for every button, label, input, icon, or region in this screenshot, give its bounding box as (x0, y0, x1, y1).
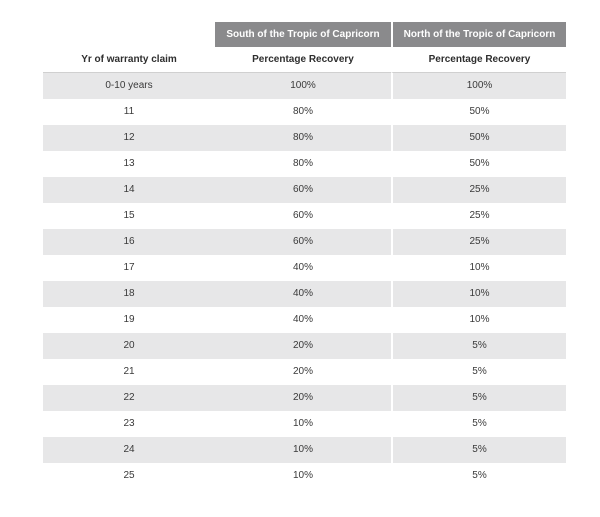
north-recovery-cell: 10% (391, 255, 566, 281)
south-recovery-cell: 80% (292, 106, 313, 117)
year-cell: 20 (43, 333, 215, 359)
south-region-header: South of the Tropic of Capricorn (215, 22, 391, 47)
south-recovery-cell: 40% (292, 314, 313, 325)
north-recovery-cell: 5% (391, 437, 566, 463)
table-row (43, 203, 566, 229)
north-recovery-cell: 5% (391, 463, 566, 489)
north-recovery-cell: 50% (391, 151, 566, 177)
year-cell: 21 (123, 366, 135, 377)
year-cell: 23 (123, 418, 135, 429)
year-cell: 25 (123, 470, 135, 481)
north-recovery-cell: 50% (391, 99, 566, 125)
year-cell: 18 (43, 281, 215, 307)
year-cell: 13 (123, 158, 135, 169)
north-region-header: North of the Tropic of Capricorn (391, 22, 566, 47)
north-recovery-cell: 50% (391, 125, 566, 151)
year-cell: 14 (43, 177, 215, 203)
south-recovery-column-header: Percentage Recovery (215, 47, 391, 73)
table-row (43, 99, 566, 125)
south-recovery-cell: 40% (215, 281, 391, 307)
year-column-header: Yr of warranty claim (43, 47, 215, 73)
year-cell: 0-10 years (43, 73, 215, 99)
year-cell: 11 (123, 106, 135, 117)
table-body (43, 73, 566, 489)
south-recovery-cell: 60% (215, 177, 391, 203)
year-cell: 15 (123, 210, 135, 221)
north-recovery-cell: 5% (391, 333, 566, 359)
north-recovery-cell: 5% (391, 385, 566, 411)
empty-corner-cell (43, 22, 215, 47)
column-header-row (43, 47, 566, 73)
year-cell: 17 (123, 262, 135, 273)
year-cell: 12 (43, 125, 215, 151)
south-recovery-cell: 40% (292, 262, 313, 273)
south-recovery-cell: 100% (215, 73, 391, 99)
south-recovery-cell: 80% (215, 125, 391, 151)
year-cell: 24 (43, 437, 215, 463)
table-row (43, 385, 566, 411)
south-recovery-cell: 60% (292, 210, 313, 221)
table-row (43, 125, 566, 151)
south-recovery-cell: 10% (292, 470, 313, 481)
table-row (43, 255, 566, 281)
north-recovery-column-header: Percentage Recovery (391, 47, 566, 73)
north-recovery-cell: 5% (391, 359, 566, 385)
table-row (43, 333, 566, 359)
table-row (43, 229, 566, 255)
year-cell: 16 (43, 229, 215, 255)
south-recovery-cell: 10% (215, 437, 391, 463)
table-row (43, 359, 566, 385)
year-cell: 22 (43, 385, 215, 411)
table-row (43, 411, 566, 437)
table-row (43, 437, 566, 463)
south-recovery-cell: 10% (292, 418, 313, 429)
south-recovery-cell: 20% (215, 333, 391, 359)
table-row (43, 307, 566, 333)
north-recovery-cell: 25% (391, 203, 566, 229)
south-recovery-cell: 20% (215, 385, 391, 411)
south-recovery-cell: 60% (215, 229, 391, 255)
table-row (43, 281, 566, 307)
table-row (43, 463, 566, 489)
north-recovery-cell: 10% (391, 281, 566, 307)
south-recovery-cell: 20% (292, 366, 313, 377)
south-recovery-cell: 80% (292, 158, 313, 169)
table-row (43, 73, 566, 99)
north-recovery-cell: 5% (391, 411, 566, 437)
year-cell: 19 (123, 314, 135, 325)
region-header-row (43, 22, 566, 47)
north-recovery-cell: 25% (391, 229, 566, 255)
warranty-recovery-table (43, 22, 566, 489)
table-row (43, 151, 566, 177)
table-row (43, 177, 566, 203)
north-recovery-cell: 10% (391, 307, 566, 333)
north-recovery-cell: 25% (391, 177, 566, 203)
north-recovery-cell: 100% (391, 73, 566, 99)
